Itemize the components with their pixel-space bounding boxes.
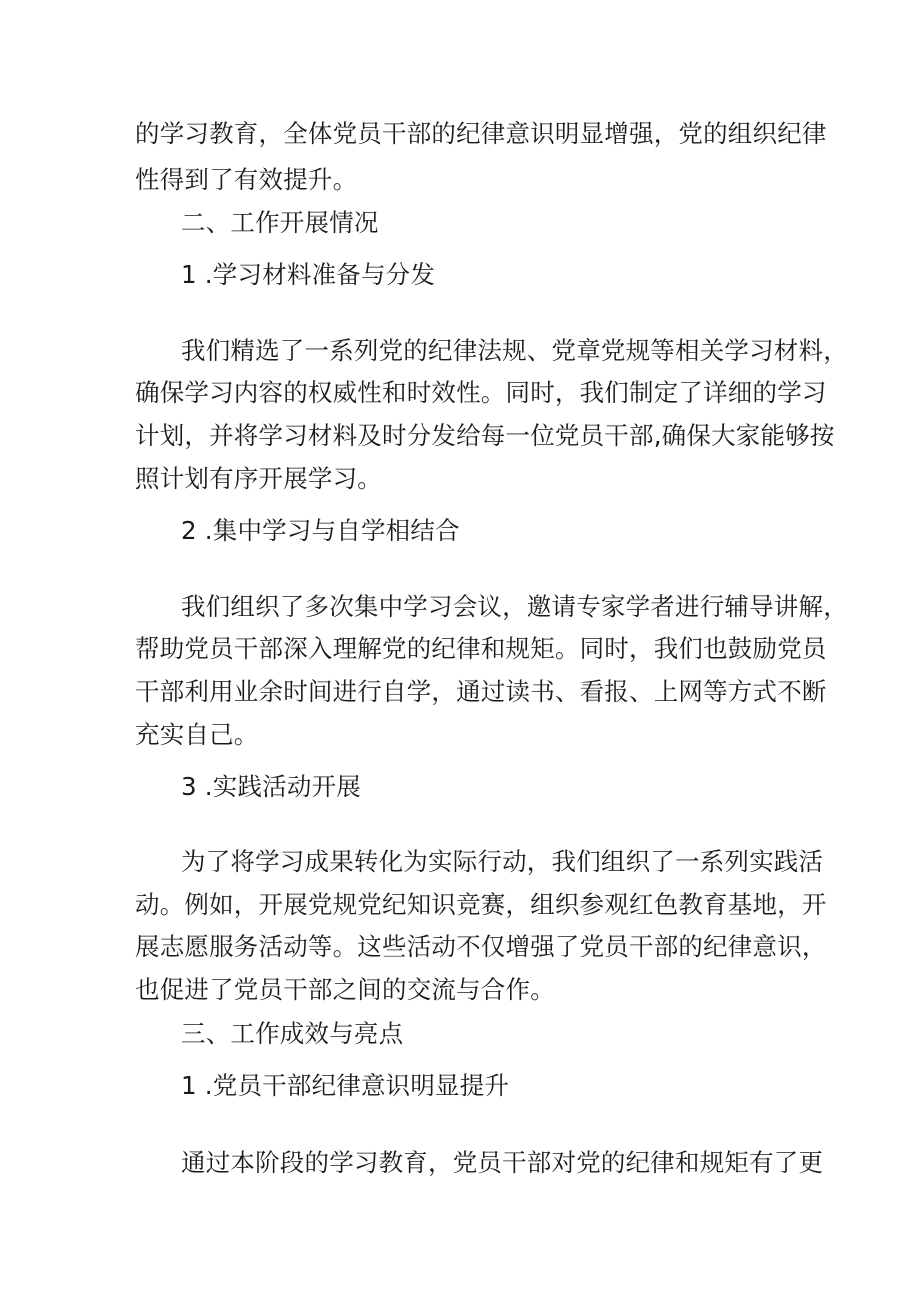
subsection-heading: 2 .集中学习与自学相结合 xyxy=(181,516,460,545)
subsection-heading: 1 .学习材料准备与分发 xyxy=(181,260,436,289)
section-heading: 三、工作成效与亮点 xyxy=(181,1019,404,1048)
paragraph-line: 计划，并将学习材料及时分发给每一位党员干部,确保大家能够按 xyxy=(135,421,835,450)
paragraph-line: 确保学习内容的权威性和时效性。同时，我们制定了详细的学习 xyxy=(135,378,827,407)
paragraph-line: 性得到了有效提升。 xyxy=(135,165,358,194)
paragraph-line: 为了将学习成果转化为实际行动，我们组织了一系列实践活 xyxy=(181,847,824,876)
subsection-heading: 3 .实践活动开展 xyxy=(181,772,361,801)
paragraph-line: 的学习教育，全体党员干部的纪律意识明显增强，党的组织纪律 xyxy=(135,119,827,148)
paragraph-line: 也促进了党员干部之间的交流与合作。 xyxy=(135,975,555,1004)
paragraph-line: 展志愿服务活动等。这些活动不仅增强了党员干部的纪律意识， xyxy=(135,932,827,961)
section-heading: 二、工作开展情况 xyxy=(181,208,379,237)
subsection-heading: 1 .党员干部纪律意识明显提升 xyxy=(181,1071,510,1100)
paragraph-line: 帮助党员干部深入理解党的纪律和规矩。同时，我们也鼓励党员 xyxy=(135,634,827,663)
paragraph-line: 动。例如，开展党规党纪知识竞赛，组织参观红色教育基地，开 xyxy=(135,890,827,919)
paragraph-line: 我们精选了一系列党的纪律法规、党章党规等相关学习材料， xyxy=(181,336,848,365)
paragraph-line: 干部利用业余时间进行自学，通过读书、看报、上网等方式不断 xyxy=(135,677,827,706)
paragraph-line: 照计划有序开展学习。 xyxy=(135,464,382,493)
paragraph-line: 充实自己。 xyxy=(135,720,259,749)
paragraph-line: 通过本阶段的学习教育，党员干部对党的纪律和规矩有了更 xyxy=(181,1148,824,1177)
paragraph-line: 我们组织了多次集中学习会议，邀请专家学者进行辅导讲解， xyxy=(181,592,848,621)
